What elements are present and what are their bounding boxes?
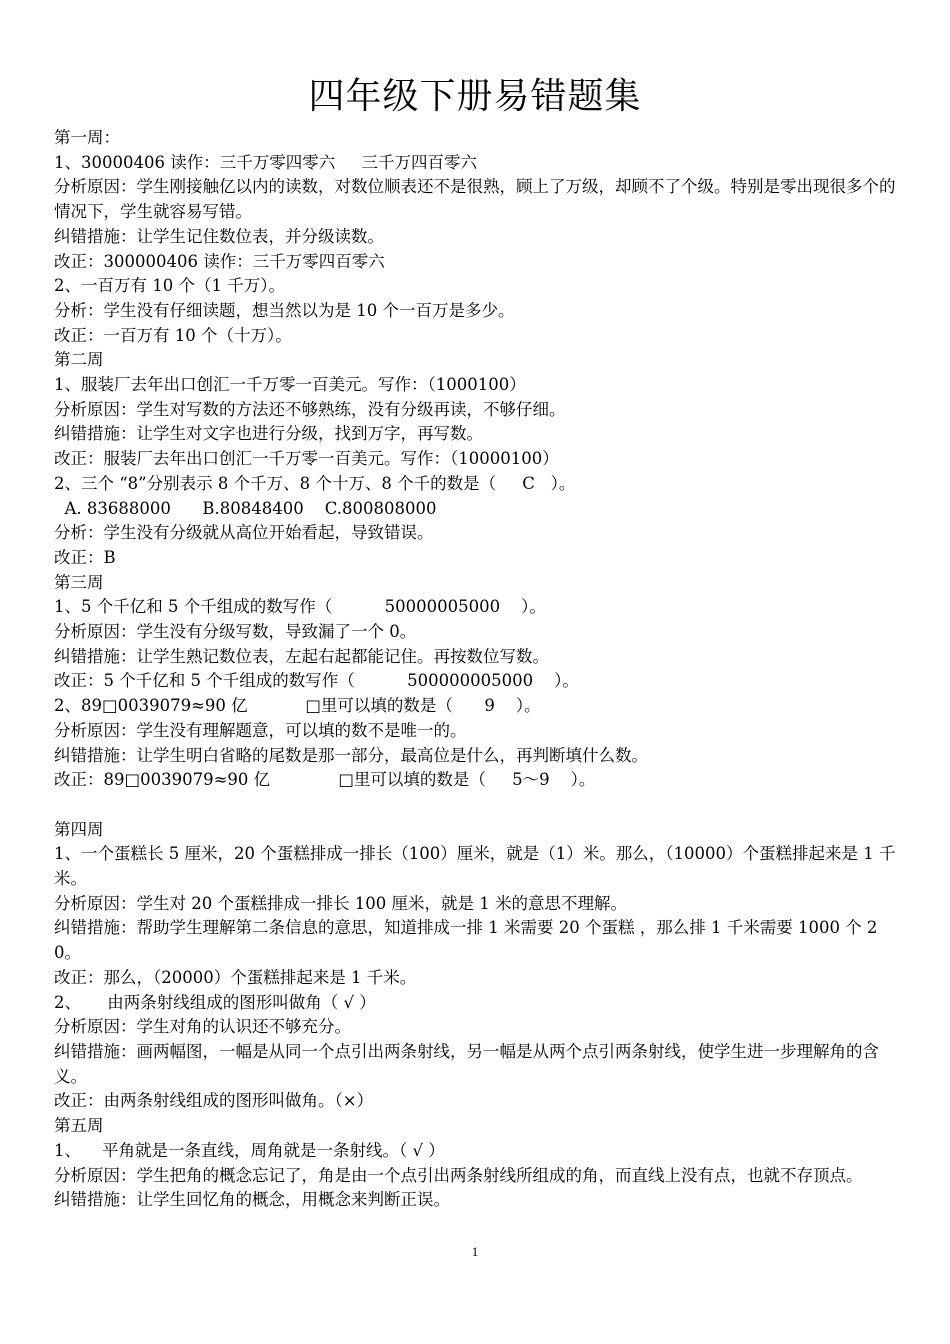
text-line: 改正：一百万有 10 个（十万）。 bbox=[54, 325, 292, 345]
text-line: 第五周 bbox=[54, 1116, 104, 1136]
text-line: 第三周 bbox=[54, 572, 104, 592]
blank-line bbox=[54, 793, 900, 818]
text-line: 改正：那么，（20000）个蛋糕排起来是 1 千米。 bbox=[54, 967, 417, 987]
text-line: 纠错措施：让学生记住数位表，并分级读数。 bbox=[54, 226, 384, 246]
text-line: 2、一百万有 10 个（1 千万）。 bbox=[54, 276, 285, 296]
text-line: 2、 由两条射线组成的图形叫做角（ √ ） bbox=[54, 992, 376, 1012]
text-line: 第一周： bbox=[54, 128, 120, 147]
text-line: 第四周 bbox=[54, 819, 104, 839]
text-line: 纠错措施：帮助学生理解第二条信息的意思，知道排成一排 1 米需要 20 个蛋糕 ，那么排 1 千米需要 1000 个 20。 bbox=[54, 918, 878, 963]
text-line: 纠错措施：让学生对文字也进行分级，找到万字，再写数。 bbox=[54, 424, 483, 444]
text-line: 改正：300000406 读作：三千万零四百零六 bbox=[54, 251, 385, 271]
text-line: 纠错措施：让学生回忆角的概念，用概念来判断正误。 bbox=[54, 1190, 450, 1210]
text-line: 改正：5 个千亿和 5 个千组成的数写作（ 500000005000 ）。 bbox=[54, 671, 579, 691]
text-line: 分析：学生没有分级就从高位开始看起，导致错误。 bbox=[54, 523, 434, 543]
text-line: A. 83688000 B.80848400 C.800808000 bbox=[54, 498, 437, 518]
text-line: 分析：学生没有仔细读题，想当然以为是 10 个一百万是多少。 bbox=[54, 300, 515, 320]
text-line: 改正：服装厂去年出口创汇一千万零一百美元。写作：（10000100） bbox=[54, 449, 559, 469]
text-line: 第二周 bbox=[54, 350, 104, 370]
text-line: 2、89□0039079≈90 亿 □里可以填的数是（ 9 ）。 bbox=[54, 696, 541, 716]
text-line: 分析原因：学生没有分级写数，导致漏了一个 0。 bbox=[54, 622, 417, 642]
text-line: 改正：B bbox=[54, 547, 116, 567]
text-line: 分析原因：学生刚接触亿以内的读数，对数位顺表还不是很熟，顾上了万级，却顾不了个级。特别是零出现很多个的情况下，学生就容易写错。 bbox=[54, 177, 896, 222]
text-line: 纠错措施：让学生明白省略的尾数是那一部分，最高位是什么，再判断填什么数。 bbox=[54, 745, 648, 765]
text-line: 1、 平角就是一条直线，周角就是一条射线。（ √ ） bbox=[54, 1140, 445, 1160]
text-line: 1、一个蛋糕长 5 厘米，20 个蛋糕排成一排长（100）厘米，就是（1）米。那么，（10000）个蛋糕排起来是 1 千米。 bbox=[54, 844, 896, 889]
text-line: 分析原因：学生没有理解题意，可以填的数不是唯一的。 bbox=[54, 720, 467, 740]
text-line: 改正：89□0039079≈90 亿 □里可以填的数是（ 5～9 ）。 bbox=[54, 770, 596, 790]
text-line: 纠错措施：画两幅图，一幅是从同一个点引出两条射线，另一幅是从两个点引两条射线，使学生进一步理解角的含义。 bbox=[54, 1042, 879, 1086]
document-body bbox=[54, 126, 900, 1213]
text-line: 纠错措施：让学生熟记数位表，左起右起都能记住。再按数位写数。 bbox=[54, 646, 549, 666]
text-line: 2、三个 “8”分别表示 8 个千万、8 个十万、8 个千的数是（ C ）。 bbox=[54, 473, 576, 493]
text-line: 分析原因：学生对写数的方法还不够熟练，没有分级再读，不够仔细。 bbox=[54, 399, 566, 419]
text-line: 分析原因：学生把角的概念忘记了，角是由一个点引出两条射线所组成的角，而直线上没有点，也就不存顶点。 bbox=[54, 1165, 863, 1185]
document-title: 四年级下册易错题集 bbox=[308, 76, 642, 117]
text-line: 分析原因：学生对 20 个蛋糕排成一排长 100 厘米，就是 1 米的意思不理解。 bbox=[54, 893, 627, 913]
text-line: 1、5 个千亿和 5 个千组成的数写作（ 50000005000 ）。 bbox=[54, 597, 546, 617]
page-number: 1 bbox=[471, 1244, 479, 1259]
text-line: 改正：由两条射线组成的图形叫做角。（×） bbox=[54, 1091, 374, 1111]
text-line: 1、30000406 读作：三千万零四零六 三千万四百零六 bbox=[54, 152, 477, 172]
text-line: 分析原因：学生对角的认识还不够充分。 bbox=[54, 1017, 351, 1037]
text-line: 1、服装厂去年出口创汇一千万零一百美元。写作：（1000100） bbox=[54, 375, 526, 395]
